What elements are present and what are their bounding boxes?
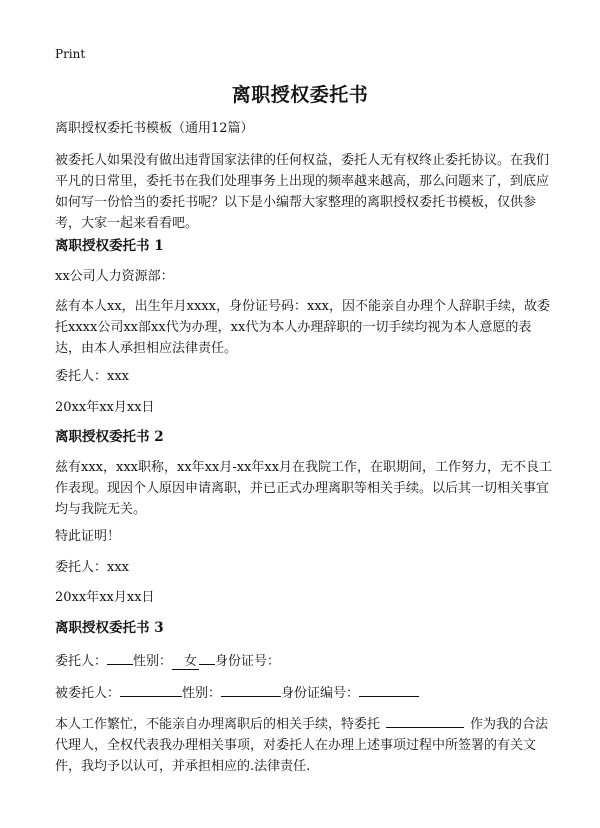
section-1-date: 20xx年xx月xx日	[55, 400, 155, 415]
section-1-heading: 离职授权委托书 1	[55, 238, 164, 254]
section-2-heading: 离职授权委托书 2	[55, 429, 164, 445]
id-label: 身份证号：	[215, 654, 281, 669]
gender-blank	[199, 650, 215, 665]
section-3-heading: 离职授权委托书 3	[55, 620, 164, 636]
agent-label: 被委托人：	[55, 686, 121, 701]
section-1-signer: 委托人：xxx	[55, 369, 129, 384]
agent-name-blank	[120, 682, 182, 697]
agent-gender-blank	[221, 682, 281, 697]
section-2-certify: 特此证明！	[55, 529, 121, 544]
section-1-salutation: xx公司人力资源部：	[55, 269, 174, 284]
section-3-body-part1: 本人工作繁忙，不能亲自办理离职后的相关手续，特委托	[55, 717, 381, 732]
agent-info-line	[55, 682, 555, 704]
section-1-body: 兹有本人xx，出生年月xxxx，身份证号码：xxx，因不能亲自办理个人辞职手续，故委托xxxx公司xx部xx代为办理，xx代为本人办理辞职的一切手续均视为本人意愿的表达，由本人承担相应法律责任。	[55, 299, 550, 356]
section-3-body-part2: 作为我的合法代理人，全权代表我办理相关事项，对委托人在办理上述事项过程中所签署的有关文件，我均予以认可，并承担相应的.法律责任.	[55, 717, 549, 774]
section-3-body	[55, 713, 555, 777]
section-2-date: 20xx年xx月xx日	[55, 590, 155, 605]
document-subtitle: 离职授权委托书模板（通用12篇）	[55, 121, 254, 136]
section-2-signer: 委托人：xxx	[55, 560, 129, 575]
print-link[interactable]: Print	[55, 47, 86, 61]
agent-id-label: 身份证编号：	[281, 686, 360, 701]
proxy-name-blank	[386, 713, 464, 728]
client-name-blank	[107, 650, 133, 665]
gender-value: 女	[172, 654, 199, 670]
agent-gender-label: 性别：	[182, 686, 222, 701]
intro-paragraph: 被委托人如果没有做出违背国家法律的任何权益，委托人无有权终止委托协议。在我们平凡的日常里，委托书在我们处理事务上出现的频率越来越高，那么问题来了，到底应如何写一份恰当的委托书呢？以下是小编帮大家整理的离职授权委托书模板，仅供参考，大家一起来看看吧。	[55, 153, 550, 231]
client-info-line	[55, 650, 555, 672]
gender-label: 性别：	[133, 654, 173, 669]
agent-id-blank	[359, 682, 419, 697]
page-title: 离职授权委托书	[231, 84, 369, 106]
client-label: 委托人：	[55, 654, 108, 669]
section-2-body: 兹有xxx，xxx职称，xx年xx月-xx年xx月在我院工作，在职期间，工作努力，无不良工作表现。现因个人原因申请离职，并已正式办理离职等相关手续。以后其一切相关事宜均与我院无关。	[55, 460, 553, 517]
